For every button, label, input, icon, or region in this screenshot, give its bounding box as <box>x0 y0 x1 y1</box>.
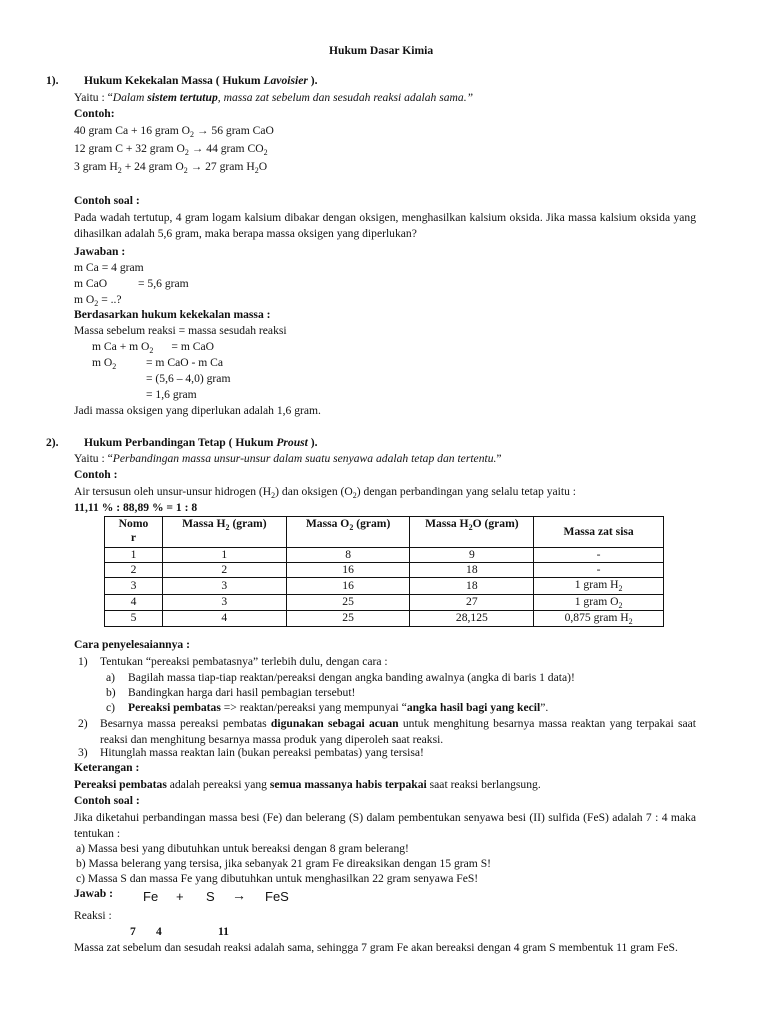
col-header-massa-h2o: Massa $H_2O$ (gram) <box>410 517 534 548</box>
section-2-number: 2). <box>46 436 59 449</box>
table-row <box>105 548 664 563</box>
reaction-arrow: → <box>232 887 246 903</box>
table-row <box>105 578 664 594</box>
table-row <box>105 594 664 610</box>
table-cell: 1 <box>105 548 163 563</box>
ratio-s: 4 <box>156 925 162 938</box>
step-1-number: 1) <box>78 655 88 668</box>
substep-a-text: Bagilah massa tiap-tiap reaktan/pereaksi dengan angka banding awalnya (angka di baris 1 data)! <box>128 671 575 684</box>
table-cell: 4 <box>105 594 163 610</box>
step-3-number: 3) <box>78 746 88 759</box>
given-m-o2: m $O_2$ = ..? <box>74 293 122 308</box>
step-1-text: Tentukan “pereaksi pembatasnya” terlebih dulu, dengan cara : <box>100 655 388 668</box>
table-header-row <box>105 517 664 548</box>
given-m-cao-value: = 5,6 gram <box>138 277 189 290</box>
table-cell: 3 <box>162 594 286 610</box>
col-header-massa-zat-sisa: Massa zat sisa <box>534 517 664 548</box>
section-1-number: 1). <box>46 74 59 87</box>
table-cell: 28,125 <box>410 610 534 626</box>
solution-step-3-value: = m CaO - m Ca <box>146 356 224 369</box>
reaction-fe: Fe <box>143 889 159 904</box>
contoh-soal-1-text: Pada wadah tertutup, 4 gram logam kalsium dibakar dengan oksigen, menghasilkan kalsium oksida. Jika massa kalsium oksida yang dihasilkan adalah 5,6 gram, maka berapa massa oksigen yang diperlukan? <box>74 211 696 240</box>
cara-penyelesaian-heading: Cara penyelesaiannya : <box>74 638 190 651</box>
keterangan-text: Pereaksi pembatas adalah pereaksi yang semua massanya habis terpakai saat reaksi berlangsung. <box>74 778 541 791</box>
question-c: c) Massa S dan massa Fe yang dibutuhkan untuk menghasilkan 22 gram senyawa FeS! <box>76 872 479 885</box>
ratio-fes: 11 <box>218 925 229 938</box>
section-1-heading: Hukum Kekekalan Massa ( Hukum Lavoisier ). <box>84 74 318 87</box>
berdasarkan-heading: Berdasarkan hukum kekekalan massa : <box>74 308 271 321</box>
question-a: a) Massa besi yang dibutuhkan untuk bereaksi dengan 8 gram belerang! <box>76 842 409 855</box>
table-cell: 1 gram $H_2$ <box>534 578 664 594</box>
table-cell: 0,875 gram $H_2$ <box>534 610 664 626</box>
final-conclusion: Massa zat sebelum dan sesudah reaksi adalah sama, sehingga 7 gram Fe akan bereaksi dengan 4 gram S membentuk 11 gram FeS. <box>74 941 678 954</box>
contoh-soal-2-heading: Contoh soal : <box>74 794 140 807</box>
table-cell: 18 <box>410 578 534 594</box>
section-1-contoh-label: Contoh: <box>74 107 115 120</box>
table-cell: 16 <box>286 563 410 578</box>
contoh-soal-2-text: Jika diketahui perbandingan massa besi (Fe) dan belerang (S) dalam pembentukan senyawa besi (II) sulfida (FeS) adalah 7 : 4 maka tentukan : <box>74 811 696 840</box>
mass-ratio: 11,11 % : 88,89 % = 1 : 8 <box>74 501 198 514</box>
given-m-cao-label: m CaO <box>74 277 108 290</box>
table-cell: 3 <box>162 578 286 594</box>
reaction-plus: + <box>176 889 184 904</box>
table-cell: - <box>534 548 664 563</box>
page-title: Hukum Dasar Kimia <box>329 44 434 57</box>
section-2-definition: Yaitu : “Perbandingan massa unsur-unsur dalam suatu senyawa adalah tetap dan tertentu.” <box>74 452 502 465</box>
question-b: b) Massa belerang yang tersisa, jika sebanyak 21 gram Fe direaksikan dengan 15 gram S! <box>76 857 491 870</box>
example-equation-2: 12 gram C + 32 gram $O_2 \to 44$ gram $CO_2$ <box>74 142 268 157</box>
example-equation-3: 3 gram $H_2 + 24$ gram $O_2 \to 27$ gram $H_2O$ <box>74 160 268 175</box>
keterangan-heading: Keterangan : <box>74 761 140 774</box>
substep-b-text: Bandingkan harga dari hasil pembagian tersebut! <box>128 686 356 699</box>
step-3-text: Hitunglah massa reaktan lain (bukan pereaksi pembatas) yang tersisa! <box>100 746 424 759</box>
mass-data-table <box>104 516 664 627</box>
solution-step-3-label: m $O_2$ <box>92 356 117 371</box>
table-cell: 2 <box>105 563 163 578</box>
table-cell: 27 <box>410 594 534 610</box>
example-equation-1: 40 gram Ca + 16 gram $O_2 \to 56$ gram CaO <box>74 124 274 139</box>
substep-a-letter: a) <box>106 671 116 684</box>
table-cell: 25 <box>286 610 410 626</box>
table-cell: 16 <box>286 578 410 594</box>
reaksi-label: Reaksi : <box>74 909 112 922</box>
substep-b-letter: b) <box>106 686 116 699</box>
table-cell: 1 <box>162 548 286 563</box>
col-header-massa-h2: Massa $H_2$ (gram) <box>162 517 286 548</box>
table-cell: 3 <box>105 578 163 594</box>
col-header-massa-o2: Massa $O_2$ (gram) <box>286 517 410 548</box>
solution-step-1: Massa sebelum reaksi = massa sesudah reaksi <box>74 324 287 337</box>
solution-step-2: m Ca + m $O_2 = m$ CaO <box>92 340 215 355</box>
section-2-heading: Hukum Perbandingan Tetap ( Hukum Proust ). <box>84 436 318 449</box>
table-cell: - <box>534 563 664 578</box>
step-2-number: 2) <box>78 717 88 730</box>
ratio-fe: 7 <box>130 925 136 938</box>
table-cell: 18 <box>410 563 534 578</box>
table-cell: 4 <box>162 610 286 626</box>
reaction-fes: FeS <box>265 889 289 904</box>
air-composition-text: Air tersusun oleh unsur-unsur hidrogen $(H_2)$ dan oksigen $(O_2)$ dengan perbandingan yang selalu tetap yaitu : <box>74 485 577 500</box>
reaction-s: S <box>206 889 215 904</box>
section-1-definition: Yaitu : “Dalam sistem tertutup, massa zat sebelum dan sesudah reaksi adalah sama.” <box>74 91 474 104</box>
section-2-contoh-label: Contoh : <box>74 468 118 481</box>
solution-conclusion: Jadi massa oksigen yang diperlukan adalah 1,6 gram. <box>74 404 321 417</box>
jawaban-label: Jawaban : <box>74 245 126 258</box>
table-cell: 1 gram $O_2$ <box>534 594 664 610</box>
table-cell: 9 <box>410 548 534 563</box>
contoh-soal-1-heading: Contoh soal : <box>74 194 140 207</box>
given-m-ca: m Ca = 4 gram <box>74 261 144 274</box>
table-cell: 2 <box>162 563 286 578</box>
table-row <box>105 563 664 578</box>
substep-c-letter: c) <box>106 701 116 714</box>
substep-c-text: Pereaksi pembatas => reaktan/pereaksi yang mempunyai “angka hasil bagi yang kecil”. <box>128 701 549 714</box>
table-cell: 25 <box>286 594 410 610</box>
step-2-text: Besarnya massa pereaksi pembatas digunakan sebagai acuan untuk menghitung besarnya massa reaktan yang terpakai saat reaksi dan menghitung besarnya massa produk yang diperoleh saat reaksi. <box>100 717 696 746</box>
jawab-label: Jawab : <box>74 887 113 900</box>
solution-step-4: = (5,6 – 4,0) gram <box>146 372 231 385</box>
table-cell: 8 <box>286 548 410 563</box>
col-header-nomor: Nomo r <box>105 517 163 548</box>
table-cell: 5 <box>105 610 163 626</box>
table-row <box>105 610 664 626</box>
solution-step-5: = 1,6 gram <box>146 388 197 401</box>
